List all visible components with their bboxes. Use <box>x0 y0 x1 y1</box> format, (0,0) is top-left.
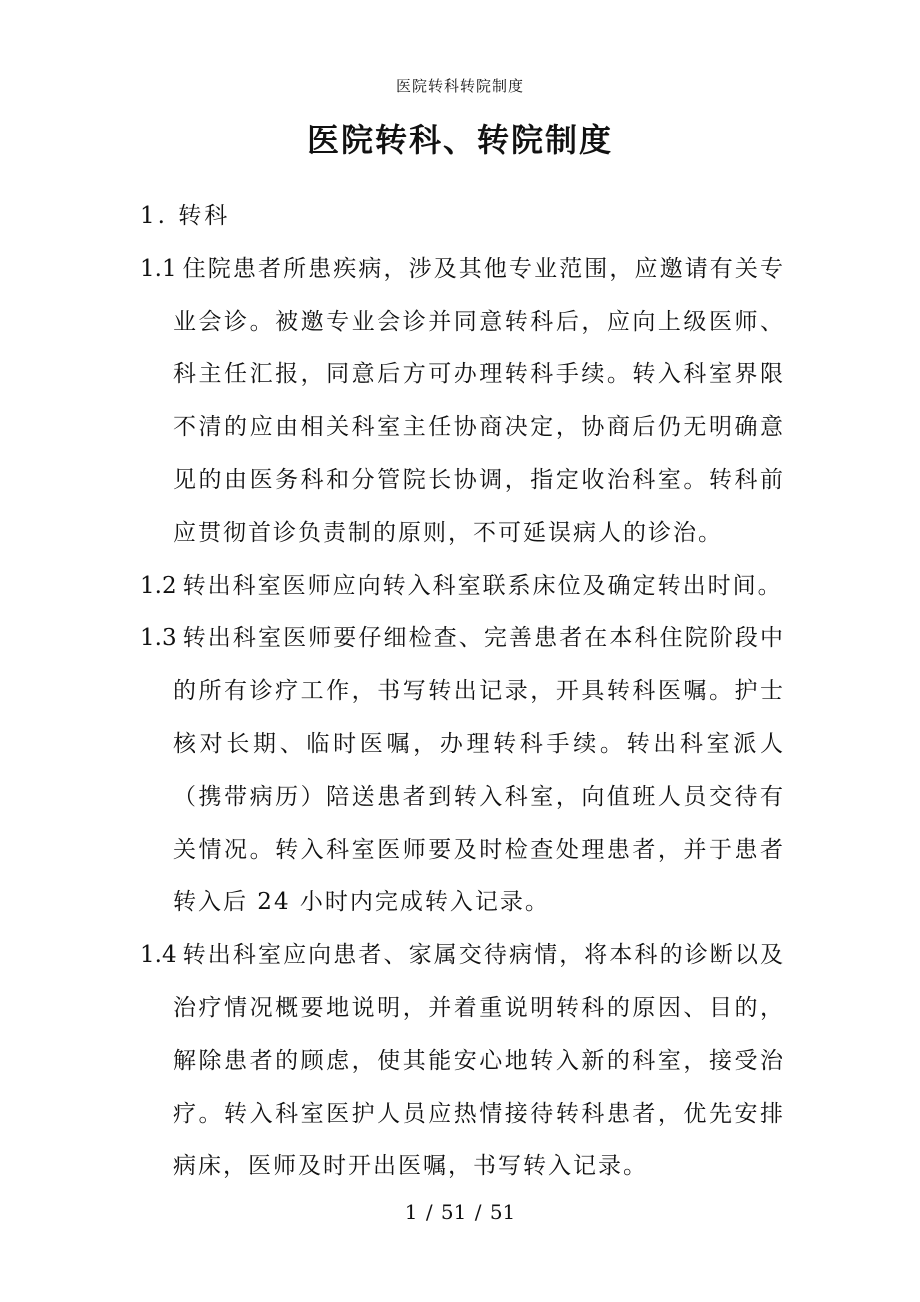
clause-1-4 <box>140 929 785 1193</box>
clause-number: 1.1 <box>140 255 177 282</box>
clause-number: 1.2 <box>140 572 177 599</box>
clause-text: 住院患者所患疾病，涉及其他专业范围，应邀请有关专业会诊。被邀专业会诊并同意转科后，应向上级医师、科主任汇报，同意后方可办理转科手续。转入科室界限不清的应由相关科室主任协商决定，协商后仍无明确意见的由医务科和分管院长协调，指定收治科室。转科前应贯彻首诊负责制的原则，不可延误病人的诊治。 <box>173 255 785 546</box>
section-heading <box>140 190 785 243</box>
clause-text: 转出科室医师应向转入科室联系床位及确定转出时间。 <box>182 572 783 599</box>
section-title: 转科 <box>178 203 231 229</box>
clause-text: 转出科室应向患者、家属交待病情，将本科的诊断以及治疗情况概要地说明，并着重说明转科的原因、目的，解除患者的顾虑，使其能安心地转入新的科室，接受治疗。转入科室医护人员应热情接待转科患者，优先安排病床，医师及时开出医嘱，书写转入记录。 <box>173 942 785 1180</box>
clause-text: 转出科室医师要仔细检查、完善患者在本科住院阶段中的所有诊疗工作，书写转出记录，开具转科医嘱。护士核对长期、临时医嘱，办理转科手续。转出科室派人（携带病历）陪送患者到转入科室，向值班人员交待有关情况。转入科室医师要及时检查处理患者，并于患者转入后 24 小时内完成转入记录。 <box>173 625 785 916</box>
clause-1-2 <box>140 560 785 613</box>
document-title: 医院转科、转院制度 <box>306 121 613 159</box>
clause-number: 1.3 <box>140 625 177 652</box>
running-header: 医院转科转院制度 <box>395 77 524 95</box>
clause-number: 1.4 <box>140 942 177 969</box>
clause-1-1 <box>140 243 785 560</box>
clause-1-3 <box>140 612 785 929</box>
section-number: 1. <box>140 203 168 229</box>
page-number: 1 / 51 / 51 <box>404 1200 516 1224</box>
document-body <box>140 190 785 1193</box>
